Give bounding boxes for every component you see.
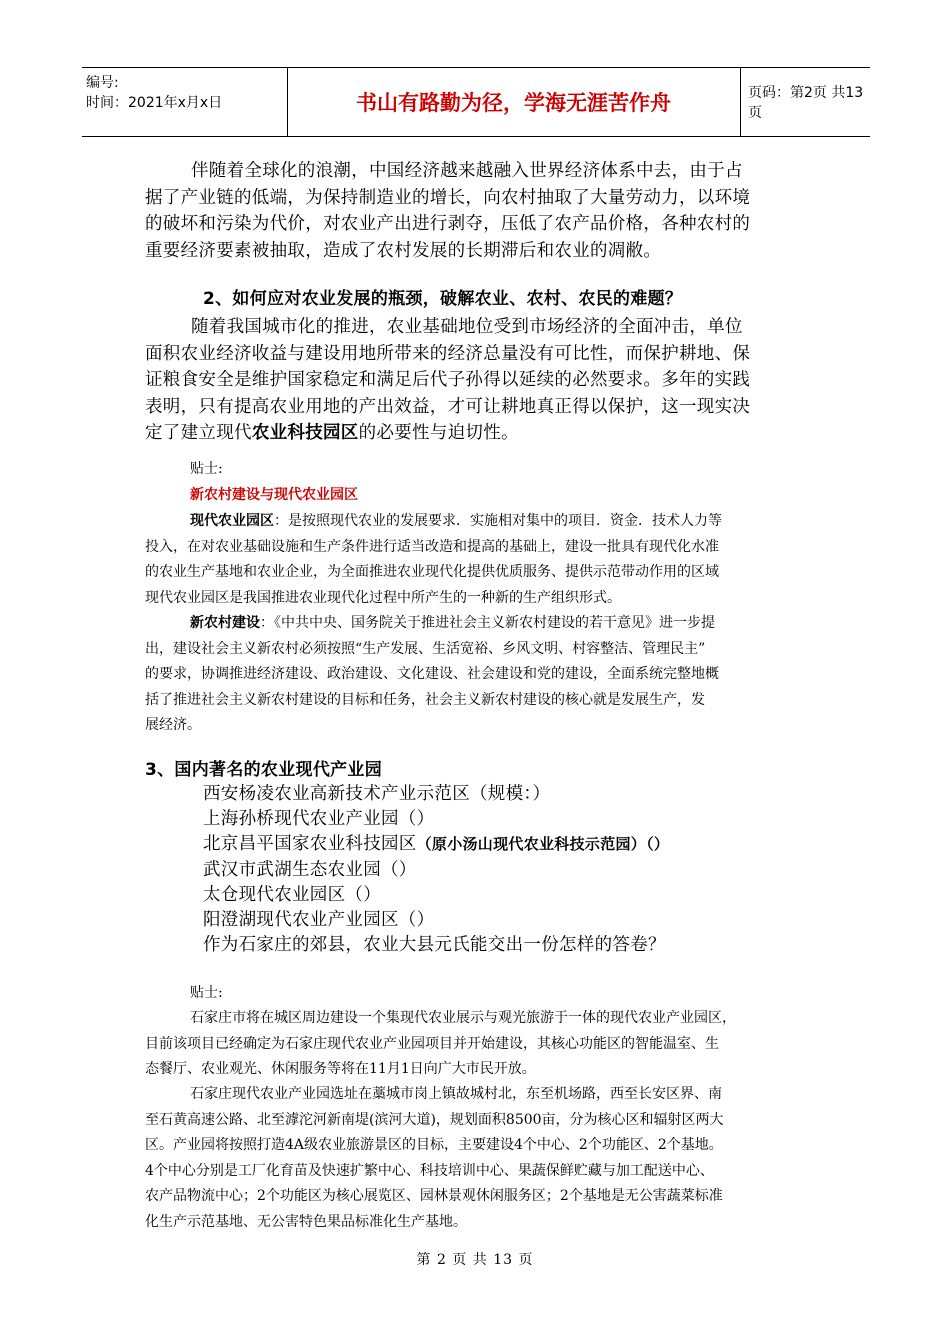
tip-label: 贴士: xyxy=(190,461,223,477)
text-line xyxy=(145,420,750,447)
park-list xyxy=(203,782,669,958)
text-line: 括了推进社会主义新农村建设的目标和任务，社会主义新农村建设的核心就是发展生产，发 xyxy=(145,691,705,708)
tip2-label: 贴士: xyxy=(190,985,223,1001)
paragraph-urbanization xyxy=(145,314,750,447)
text-line: 展经济。 xyxy=(145,717,201,733)
header-meta xyxy=(82,68,288,136)
text-segment: ：《中共中央、国务院关于推进社会主义新农村建设的若干意见》进一步提 xyxy=(260,615,715,631)
text-segment: 定了建立现代 xyxy=(145,423,252,443)
highlight-term: 农业科技园区 xyxy=(251,423,359,443)
list-item: 太仓现代农业园区（） xyxy=(203,884,381,905)
list-item: 武汉市武湖生态农业园（） xyxy=(203,859,417,880)
text-line: 4个中心分别是工厂化育苗及快速扩繁中心、科技培训中心、果蔬保鲜贮藏与加工配送中心、 xyxy=(145,1162,714,1179)
header-page-number xyxy=(740,68,870,136)
header-page-label: 页码：第2页 共13页 xyxy=(748,85,864,121)
definition-new-countryside xyxy=(145,611,719,739)
text-segment: 北京昌平国家农业科技园区 xyxy=(203,834,417,855)
definition-term: 新农村建设 xyxy=(190,615,260,631)
text-line: 的破坏和污染为代价，对农业产出进行剥夺，压低了农产品价格，各种农村的 xyxy=(145,214,751,234)
text-line: 据了产业链的低端，为保持制造业的增长，向农村抽取了大量劳动力，以环境 xyxy=(145,187,751,208)
paragraph-shijiazhuang-park xyxy=(145,1006,736,1083)
list-item: 西安杨凌农业高新技术产业示范区（规模：） xyxy=(203,784,551,804)
text-line: 农产品物流中心；2个功能区为核心展览区、园林景观休闲服务区；2个基地是无公害蔬菜标准 xyxy=(145,1188,723,1204)
text-line: 石家庄现代农业产业园选址在藁城市岗上镇故城村北，东至机场路，西至长安区界、南 xyxy=(190,1086,722,1102)
text-line: 至石黄高速公路、北至滹沱河新南堤(滨河大道)，规划面积8500亩，分为核心区和辐射区两大 xyxy=(145,1111,724,1128)
text-line: 态餐厅、农业观光、休闲服务等将在11月1日向广大市民开放。 xyxy=(145,1061,536,1077)
header-motto: 书山有路勤为径，学海无涯苦作舟 xyxy=(356,91,671,115)
page-footer: 第 2 页 共 13 页 xyxy=(416,1252,534,1268)
document-date: 时间：2021年x月x日 xyxy=(86,95,223,111)
text-line: 重要经济要素被抽取，造成了农村发展的长期滞后和农业的凋敝。 xyxy=(145,240,662,261)
list-item: 上海孙桥现代农业产业园（） xyxy=(203,809,435,830)
text-line: 证粮食安全是维护国家稳定和满足后代子孙得以延续的必然要求。多年的实践 xyxy=(145,370,751,390)
text-segment: （原小汤山现代农业科技示范园）（） xyxy=(416,835,670,854)
tip-title: 新农村建设与现代农业园区 xyxy=(190,487,358,503)
text-line: 的要求，协调推进经济建设、政治建设、文化建设、社会建设和党的建设，全面系统完整地概 xyxy=(145,666,719,682)
text-line: 面积农业经济收益与建设用地所带来的经济总量没有可比性，而保护耕地、保 xyxy=(145,343,751,364)
text-segment: ：是按照现代农业的发展要求．实施相对集中的项目．资金．技术人力等 xyxy=(274,513,722,529)
paragraph-globalization xyxy=(145,158,750,264)
text-line: 出，建设社会主义新农村必须按照“生产发展、生活宽裕、乡风文明、村容整洁、管理民主” xyxy=(145,640,706,657)
text-line: 化生产示范基地、无公害特色果品标准化生产基地。 xyxy=(145,1213,467,1230)
section-heading-2: 2、如何应对农业发展的瓶颈，破解农业、农村、农民的难题？ xyxy=(203,289,683,309)
header-motto-cell xyxy=(287,68,741,136)
text-segment: 的必要性与迫切性。 xyxy=(358,423,519,443)
definition-modern-park xyxy=(145,509,722,611)
text-line: 现代农业园区是我国推进农业现代化过程中所产生的一种新的生产组织形式。 xyxy=(145,589,621,606)
list-item: 阳澄湖现代农业产业园区（） xyxy=(203,910,435,931)
page-header xyxy=(82,67,870,137)
document-number: 编号: xyxy=(86,75,119,91)
text-line: 目前该项目已经确定为石家庄现代农业产业园项目并开始建设，其核心功能区的智能温室、生 xyxy=(145,1035,719,1052)
section-heading-3: 3、国内著名的农业现代产业园 xyxy=(145,760,383,780)
text-line: 投入，在对农业基础设施和生产条件进行适当改造和提高的基础上，建设一批具有现代化水准 xyxy=(145,538,719,555)
text-line: 随着我国城市化的推进，农业基础地位受到市场经济的全面冲击，单位 xyxy=(191,317,743,337)
paragraph-park-location xyxy=(145,1082,724,1235)
definition-term: 现代农业园区 xyxy=(190,513,274,529)
list-item xyxy=(203,832,669,857)
question-line: 作为石家庄的郊县，农业大县元氏能交出一份怎样的答卷？ xyxy=(203,935,666,956)
text-line: 的农业生产基地和农业企业，为全面推进农业现代化提供优质服务、提供示范带动作用的区域 xyxy=(145,564,719,580)
text-line: 表明，只有提高农业用地的产出效益，才可让耕地真正得以保护，这一现实决 xyxy=(145,396,751,417)
text-line: 区。产业园将按照打造4A级农业旅游景区的目标，主要建设4个中心、2个功能区、2个基地。 xyxy=(145,1137,723,1153)
text-line: 石家庄市将在城区周边建设一个集现代农业展示与观光旅游于一体的现代农业产业园区， xyxy=(190,1010,736,1026)
text-line: 伴随着全球化的浪潮，中国经济越来越融入世界经济体系中去，由于占 xyxy=(191,161,743,181)
